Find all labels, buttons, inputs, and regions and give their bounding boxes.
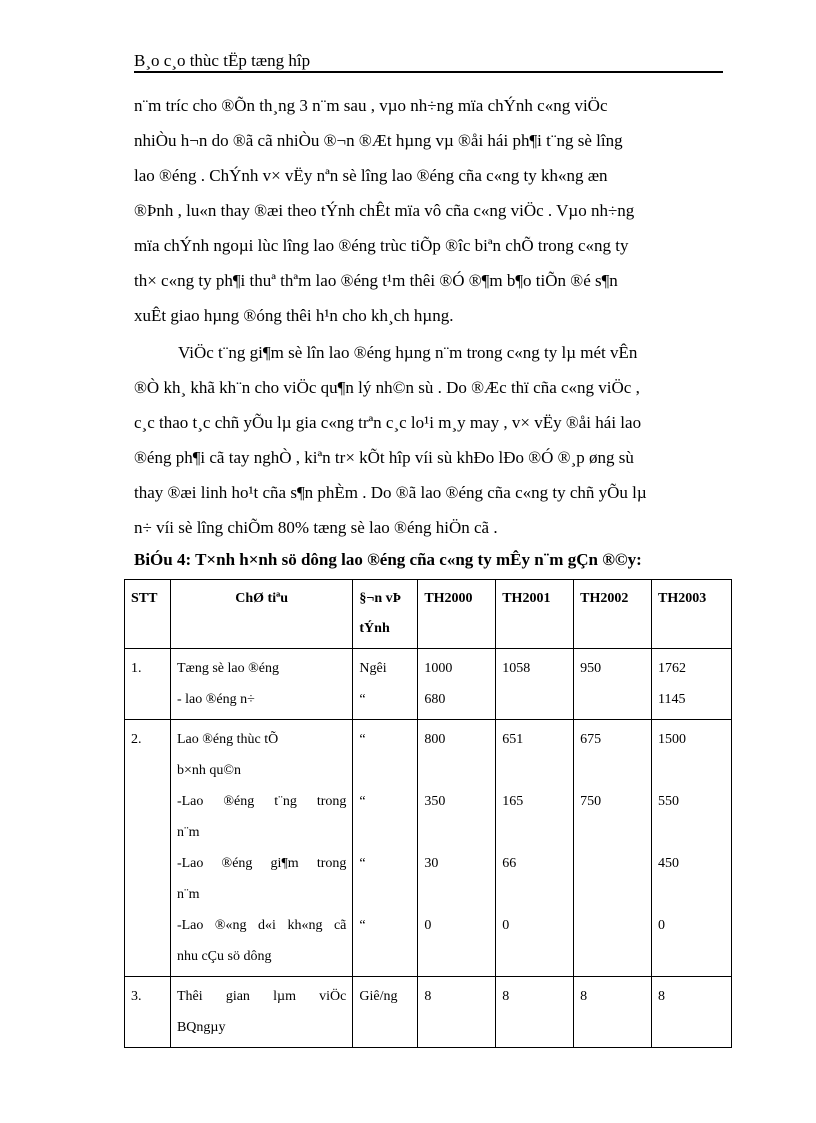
header-indicator: ChØ tiªu [170,580,352,649]
unit-cell [353,977,418,1048]
indicator-line: b×nh qu©n [176,763,242,778]
value-line: 1058 [502,661,531,676]
value-cell-th2000 [418,977,496,1048]
spacer [359,817,411,848]
value-line: 1000 [424,661,453,676]
value-line: 66 [502,856,517,871]
value-cell-th2003 [652,649,732,720]
value-line: 0 [424,918,432,933]
header-unit-line: tÝnh [359,621,390,636]
header-th2000: TH2000 [418,580,496,649]
paragraph-1 [134,88,723,333]
page-header [134,50,723,72]
spacer [502,755,567,786]
indicator-line: Tæng sè lao ®éng [176,661,279,676]
value-line: 0 [502,918,510,933]
table-row [125,720,732,977]
paragraph-line: nhiÒu h¬n do ®ã cã nhiÒu ®¬n ®Æt hµng vµ ®åi hái ph¶i t¨ng sè lîng [134,131,623,150]
value-line: 950 [580,661,602,676]
spacer [502,817,567,848]
indicator-line: Thêi gian lµm viÖc [176,989,347,1004]
spacer [658,817,725,848]
value-line: 8 [580,989,588,1004]
table-caption: BiÓu 4: T×nh h×nh sö dông lao ®éng cña c«ng ty mÊy n¨m gÇn ®©y: [134,550,642,569]
value-cell-th2001 [496,977,574,1048]
labor-table [124,579,732,1048]
value-line: 450 [658,856,680,871]
row-number: 3. [125,977,171,1048]
value-cell-th2000 [418,720,496,977]
indicator-cell [170,649,352,720]
unit-line: “ [359,856,366,871]
indicator-line: n¨m [176,825,200,840]
indicator-line: - lao ®éng n÷ [176,692,255,707]
indicator-line: n¨m [176,887,200,902]
header-unit [353,580,418,649]
value-cell-th2002 [574,977,652,1048]
value-cell-th2002 [574,720,652,977]
header-th2002: TH2002 [574,580,652,649]
indicator-line: BQngµy [176,1020,226,1035]
indicator-cell [170,977,352,1048]
unit-line: Giê/ng [359,989,398,1004]
indicator-line: -Lao ®éng t¨ng trong [176,794,347,809]
indicator-line: -Lao ®«ng d«i kh«ng cã [176,918,347,933]
row-number: 2. [125,720,171,977]
value-line: 350 [424,794,446,809]
indicator-line: nhu cÇu sö dông [176,949,272,964]
unit-line: “ [359,794,366,809]
value-cell-th2003 [652,720,732,977]
spacer [658,879,725,910]
indicator-line: -Lao ®éng gi¶m trong [176,856,347,871]
paragraph-line: mïa chÝnh ngoµi lùc lîng lao ®éng trùc tiÕp ®îc biªn chÕ trong c«ng ty [134,236,629,255]
header-unit-line: §¬n vÞ [359,591,402,606]
paragraph-line: c¸c thao t¸c chñ yÕu lµ gia c«ng trªn c¸c lo¹i m¸y may , v× vËy ®åi hái lao [134,413,642,432]
spacer [424,879,489,910]
paragraph-line: xuÊt giao hµng ®óng thêi h¹n cho kh¸ch hµng. [134,306,454,325]
unit-line: “ [359,732,366,747]
value-line: 1145 [658,692,686,707]
value-cell-th2000 [418,649,496,720]
value-line: 165 [502,794,524,809]
table-row [125,649,732,720]
value-line: 675 [580,732,602,747]
value-cell-th2002 [574,649,652,720]
report-title: B¸o c¸o thùc tËp tæng hîp [134,51,311,70]
paragraph-line: ®Þnh , lu«n thay ®æi theo tÝnh chÊt mïa vô cña c«ng viÖc . Vµo nh÷ng [134,201,635,220]
indicator-line: Lao ®éng thùc tÕ [176,732,279,747]
value-line: 1762 [658,661,687,676]
value-line: 1500 [658,732,687,747]
value-line: 8 [424,989,432,1004]
value-line: 680 [424,692,446,707]
spacer [658,755,725,786]
value-line: 750 [580,794,602,809]
header-th2001: TH2001 [496,580,574,649]
spacer [502,879,567,910]
header-th2003: TH2003 [652,580,732,649]
paragraph-line: ®Ò kh¸ khã kh¨n cho viÖc qu¶n lý nh©n sù . Do ®Æc thï cña c«ng viÖc , [134,378,640,397]
indicator-cell [170,720,352,977]
paragraph-line: ®éng ph¶i cã tay nghÒ , kiªn tr× kÕt hîp víi sù khÐo lÐo ®Ó ®¸p øng sù [134,448,634,467]
value-line: 800 [424,732,446,747]
paragraph-line: th× c«ng ty ph¶i thuª thªm lao ®éng t¹m thêi ®Ó ®¶m b¶o tiÕn ®é s¶n [134,271,618,290]
value-cell-th2001 [496,720,574,977]
unit-line: Ngêi [359,661,387,676]
spacer [359,879,411,910]
unit-cell [353,649,418,720]
spacer [359,755,411,786]
paragraph-line: n¨m tríc cho ®Õn th¸ng 3 n¨m sau , vµo nh÷ng mïa chÝnh c«ng viÖc [134,96,608,115]
paragraph-2 [134,335,723,545]
value-line: 550 [658,794,680,809]
unit-line: “ [359,918,366,933]
paragraph-line: lao ®éng . ChÝnh v× vËy nªn sè lîng lao ®éng cña c«ng ty kh«ng æn [134,166,608,185]
unit-cell [353,720,418,977]
header-stt: STT [125,580,171,649]
header-rule [134,71,723,73]
value-line: 8 [502,989,510,1004]
table-header-row [125,580,732,649]
value-cell-th2003 [652,977,732,1048]
spacer [580,755,645,786]
paragraph-line: ViÖc t¨ng gi¶m sè lîn lao ®éng hµng n¨m trong c«ng ty lµ mét vÊn [178,343,638,362]
spacer [424,755,489,786]
paragraph-line: n÷ víi sè lîng chiÕm 80% tæng sè lao ®éng hiÖn cã . [134,518,498,537]
value-line: 30 [424,856,439,871]
value-line: 8 [658,989,666,1004]
value-cell-th2001 [496,649,574,720]
paragraph-line: thay ®æi linh ho¹t cña s¶n phÈm . Do ®ã lao ®éng cña c«ng ty chñ yÕu lµ [134,483,647,502]
value-line: 0 [658,918,666,933]
spacer [424,817,489,848]
table-row [125,977,732,1048]
value-line: 651 [502,732,524,747]
unit-line: “ [359,692,366,707]
row-number: 1. [125,649,171,720]
